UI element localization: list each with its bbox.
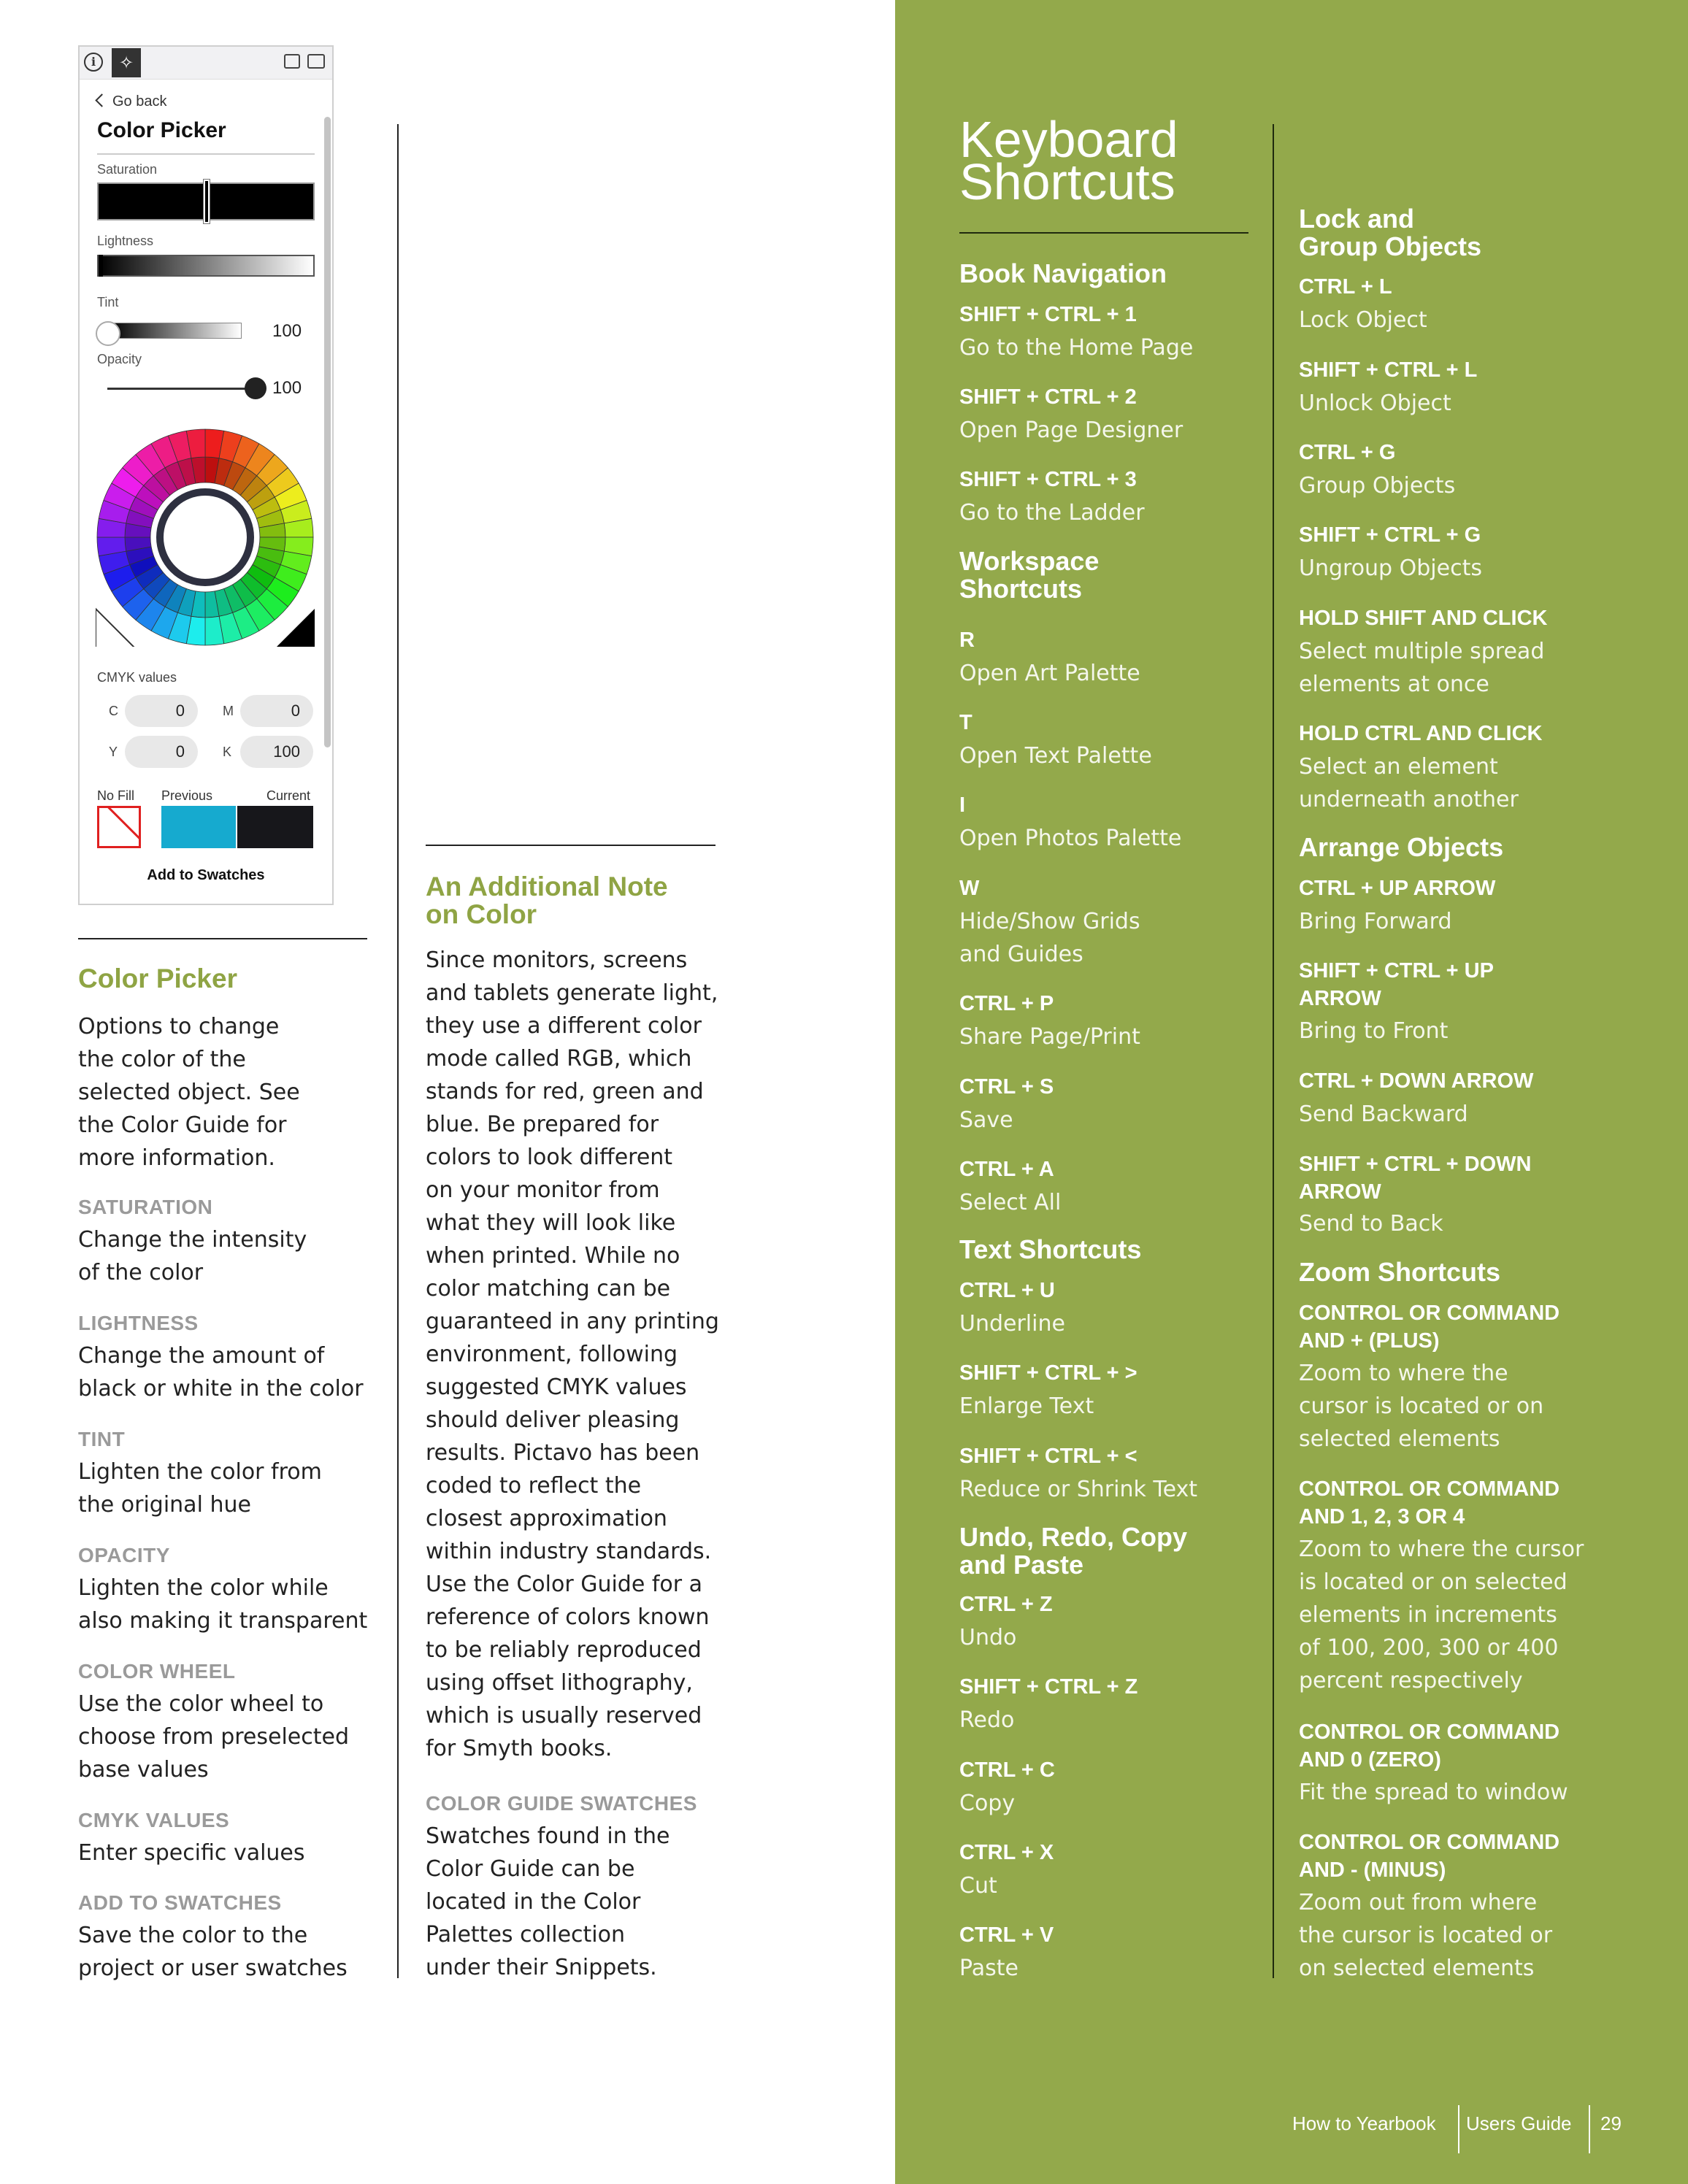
go-back-label: Go back <box>112 93 167 109</box>
body-line: Palettes collection <box>426 1922 626 1947</box>
desc-line: selected elements <box>1299 1426 1500 1452</box>
shortcut-desc: Unlock Object <box>1299 391 1451 416</box>
key-line: CONTROL OR COMMAND <box>1299 1477 1560 1501</box>
title-divider <box>97 153 315 155</box>
shortcut-key <box>1299 1718 1560 1774</box>
panel-toolbar <box>80 47 332 80</box>
desc-line: the cursor is located or <box>1299 1923 1553 1948</box>
shortcut-desc: Open Page Designer <box>959 418 1183 443</box>
shortcut-desc: Undo <box>959 1625 1017 1650</box>
key-line: ARROW <box>1299 987 1381 1010</box>
body-line: blue. Be prepared for <box>426 1112 659 1137</box>
tint-handle[interactable] <box>96 321 120 346</box>
key-line: CONTROL OR COMMAND <box>1299 1720 1560 1744</box>
shortcut-key: SHIFT + CTRL + < <box>959 1445 1138 1468</box>
shortcut-desc: Ungroup Objects <box>1299 555 1482 581</box>
shortcut-key: SHIFT + CTRL + 1 <box>959 303 1137 326</box>
key-line: CONTROL OR COMMAND <box>1299 1831 1560 1854</box>
desc-line: also making it transparent <box>78 1608 368 1634</box>
heading-line: An Additional Note <box>426 872 668 901</box>
desc-line: Zoom to where the cursor <box>1299 1537 1584 1562</box>
body-line: what they will look like <box>426 1210 676 1236</box>
panel-scrollbar[interactable] <box>324 117 331 747</box>
shortcut-key <box>1299 1829 1560 1884</box>
shortcut-key: SHIFT + CTRL + 3 <box>959 468 1137 491</box>
cmyk-values-subhead: CMYK VALUES <box>78 1809 230 1831</box>
intro-line: selected object. See <box>78 1080 300 1105</box>
desc-line: the original hue <box>78 1492 251 1518</box>
shortcut-key: SHIFT + CTRL + L <box>1299 358 1478 382</box>
shortcut-desc: Paste <box>959 1956 1018 1981</box>
desc-line: choose from preselected <box>78 1724 350 1750</box>
shortcut-key: W <box>959 877 980 900</box>
shortcut-desc <box>1299 1886 1552 1985</box>
text-shortcuts-heading: Text Shortcuts <box>959 1234 1142 1264</box>
body-line: under their Snippets. <box>426 1955 657 1980</box>
shortcut-key <box>1299 1150 1531 1206</box>
intro-line: the Color Guide for <box>78 1112 287 1138</box>
shortcut-desc: Bring Forward <box>1299 909 1452 934</box>
desc-line: Select an element <box>1299 754 1498 780</box>
shortcut-key <box>1299 957 1494 1012</box>
lightness-slider[interactable] <box>97 255 315 277</box>
heading-line: and Paste <box>959 1550 1084 1580</box>
add-to-swatches-subhead: ADD TO SWATCHES <box>78 1891 282 1914</box>
cmyk-label: CMYK values <box>97 670 177 685</box>
shortcut-desc: Save <box>959 1107 1013 1133</box>
title-line: Shortcuts <box>959 153 1175 210</box>
desc-line: underneath another <box>1299 787 1519 812</box>
shortcut-key: SHIFT + CTRL + G <box>1299 523 1481 547</box>
desc-line: Zoom out from where <box>1299 1890 1538 1915</box>
desc-line: Change the amount of <box>78 1343 325 1369</box>
title-line: Keyboard <box>959 111 1178 168</box>
lock-group-heading <box>1299 205 1481 261</box>
body-line: color matching can be <box>426 1276 671 1301</box>
shortcut-key: CTRL + U <box>959 1279 1055 1302</box>
no-fill-label: No Fill <box>97 788 135 803</box>
body-line: on your monitor from <box>426 1177 660 1203</box>
saturation-subhead: SATURATION <box>78 1196 213 1218</box>
shortcut-desc: Go to the Home Page <box>959 335 1194 361</box>
intro-line: more information. <box>78 1145 275 1171</box>
desc-line: of 100, 200, 300 or 400 <box>1299 1635 1559 1661</box>
chevron-left-icon <box>95 93 108 107</box>
tint-desc <box>78 1456 322 1521</box>
tint-value: 100 <box>272 321 302 341</box>
left-column-rule <box>78 938 367 939</box>
previous-label: Previous <box>161 788 213 803</box>
desc-line: Hide/Show Grids <box>959 909 1140 934</box>
shortcut-desc: Select All <box>959 1190 1062 1215</box>
add-to-swatches-button[interactable]: Add to Swatches <box>147 867 265 883</box>
desc-line: Lighten the color while <box>78 1575 329 1601</box>
current-color-swatch[interactable] <box>237 806 313 848</box>
opacity-desc <box>78 1572 367 1637</box>
body-line: mode called RGB, which <box>426 1046 692 1072</box>
page-number: 29 <box>1600 2112 1622 2134</box>
body-line: when printed. While no <box>426 1243 680 1269</box>
shortcuts-column-divider <box>1273 124 1274 1978</box>
body-line: results. Pictavo has been <box>426 1440 700 1466</box>
shortcut-desc <box>1299 1357 1543 1456</box>
zoom-shortcuts-heading: Zoom Shortcuts <box>1299 1257 1500 1287</box>
desc-line: cursor is located or on <box>1299 1393 1544 1419</box>
intro-line: the color of the <box>78 1047 246 1072</box>
book-navigation-heading: Book Navigation <box>959 258 1167 288</box>
add-to-swatches-desc <box>78 1919 348 1985</box>
previous-color-swatch[interactable] <box>161 806 236 848</box>
body-line: Since monitors, screens <box>426 947 688 973</box>
magic-wand-icon[interactable]: ✧ <box>112 48 141 77</box>
tint-slider[interactable] <box>109 323 242 339</box>
color-wheel-subhead: COLOR WHEEL <box>78 1660 236 1683</box>
body-line: suggested CMYK values <box>426 1374 687 1400</box>
undo-redo-heading <box>959 1523 1187 1579</box>
k-input[interactable]: 100 <box>240 736 313 768</box>
shortcut-key <box>1299 1475 1560 1531</box>
heading-line: Group Objects <box>1299 231 1482 261</box>
body-line: and tablets generate light, <box>426 980 718 1006</box>
no-fill-swatch[interactable] <box>97 806 141 848</box>
body-line: located in the Color <box>426 1889 641 1915</box>
key-line: AND - (MINUS) <box>1299 1858 1446 1882</box>
lightness-desc <box>78 1339 364 1405</box>
heading-line: Shortcuts <box>959 574 1083 604</box>
lightness-label: Lightness <box>97 234 154 248</box>
color-wheel[interactable] <box>96 428 315 647</box>
go-back-link[interactable] <box>97 93 166 110</box>
middle-column-rule <box>426 845 716 846</box>
shortcut-key: HOLD SHIFT AND CLICK <box>1299 607 1548 630</box>
workspace-shortcuts-heading <box>959 547 1099 603</box>
key-line: CONTROL OR COMMAND <box>1299 1301 1560 1325</box>
shortcut-desc: Copy <box>959 1791 1016 1816</box>
shortcut-desc <box>1299 1533 1584 1697</box>
shortcut-key: R <box>959 628 975 652</box>
additional-note-body <box>426 944 719 1765</box>
tint-subhead: TINT <box>78 1428 126 1450</box>
c-label: C <box>109 704 118 718</box>
lightness-handle[interactable] <box>99 255 103 277</box>
key-line: AND 0 (ZERO) <box>1299 1748 1441 1772</box>
shortcut-key: T <box>959 711 972 734</box>
color-picker-panel <box>78 45 334 905</box>
lightness-subhead: LIGHTNESS <box>78 1312 199 1334</box>
desc-line: Use the color wheel to <box>78 1691 324 1717</box>
shortcut-key: CTRL + X <box>959 1841 1054 1864</box>
body-line: Color Guide can be <box>426 1856 635 1882</box>
m-input[interactable]: 0 <box>240 695 313 727</box>
column-divider <box>397 124 399 1978</box>
footer-book-title: How to Yearbook <box>1292 2112 1436 2134</box>
opacity-subhead: OPACITY <box>78 1544 170 1566</box>
desc-line: Select multiple spread <box>1299 639 1545 664</box>
shortcut-desc: Send Backward <box>1299 1101 1468 1127</box>
additional-note-heading <box>426 873 668 928</box>
k-label: K <box>223 745 232 759</box>
color-guide-swatches-desc <box>426 1820 670 1984</box>
color-guide-swatches-subhead: COLOR GUIDE SWATCHES <box>426 1792 697 1815</box>
y-input[interactable]: 0 <box>125 736 198 768</box>
body-line: for Smyth books. <box>426 1736 613 1761</box>
shortcut-key: SHIFT + CTRL + 2 <box>959 385 1137 409</box>
opacity-slider[interactable] <box>107 388 253 390</box>
body-line: using offset lithography, <box>426 1670 693 1696</box>
shortcut-desc: Bring to Front <box>1299 1018 1449 1044</box>
desc-line: and Guides <box>959 942 1083 967</box>
current-label: Current <box>266 788 311 803</box>
body-line: stands for red, green and <box>426 1079 704 1104</box>
opacity-value: 100 <box>272 378 302 398</box>
shortcut-key: CTRL + C <box>959 1758 1055 1782</box>
shortcut-desc: Open Text Palette <box>959 743 1152 769</box>
body-line: should deliver pleasing <box>426 1407 680 1433</box>
desc-line: on selected elements <box>1299 1956 1535 1981</box>
shortcut-desc: Underline <box>959 1311 1065 1337</box>
shortcut-desc: Reduce or Shrink Text <box>959 1477 1198 1502</box>
shortcut-desc: Cut <box>959 1873 997 1899</box>
key-line: AND 1, 2, 3 OR 4 <box>1299 1505 1465 1529</box>
color-picker-intro <box>78 1010 300 1174</box>
panel-title: Color Picker <box>97 118 226 142</box>
shortcut-desc: Share Page/Print <box>959 1024 1140 1050</box>
shortcut-key: I <box>959 793 966 817</box>
color-wheel-desc <box>78 1688 349 1786</box>
shortcut-desc: Redo <box>959 1707 1015 1733</box>
body-line: which is usually reserved <box>426 1703 702 1729</box>
shortcuts-title-rule <box>959 232 1248 234</box>
key-line: AND + (PLUS) <box>1299 1329 1440 1353</box>
shortcut-key: SHIFT + CTRL + > <box>959 1361 1138 1385</box>
shortcut-desc <box>1299 635 1544 701</box>
saturation-desc <box>78 1223 307 1289</box>
desc-line: percent respectively <box>1299 1668 1523 1693</box>
body-line: within industry standards. <box>426 1539 712 1564</box>
desc-line: is located or on selected <box>1299 1569 1568 1595</box>
body-line: Swatches found in the <box>426 1823 670 1849</box>
shortcut-key: SHIFT + CTRL + Z <box>959 1675 1138 1699</box>
shortcut-desc <box>1299 750 1519 816</box>
saturation-handle[interactable] <box>204 180 210 223</box>
shortcut-desc: Enlarge Text <box>959 1393 1094 1419</box>
desc-line: of the color <box>78 1260 204 1285</box>
m-label: M <box>223 704 234 718</box>
key-line: ARROW <box>1299 1180 1381 1204</box>
saturation-slider[interactable] <box>97 182 315 220</box>
desc-line: Change the intensity <box>78 1227 307 1253</box>
body-line: to be reliably reproduced <box>426 1637 702 1663</box>
body-line: Use the Color Guide for a <box>426 1572 703 1597</box>
shortcut-key: CTRL + UP ARROW <box>1299 877 1496 900</box>
shortcut-key: CTRL + G <box>1299 441 1396 464</box>
body-line: reference of colors known <box>426 1604 710 1630</box>
shortcut-key: CTRL + DOWN ARROW <box>1299 1069 1534 1093</box>
desc-line: black or white in the color <box>78 1376 364 1401</box>
y-label: Y <box>109 745 118 759</box>
body-line: guaranteed in any printing <box>426 1309 719 1334</box>
shortcut-key: CTRL + V <box>959 1923 1054 1947</box>
shortcut-key <box>1299 1299 1560 1355</box>
cmyk-values-desc <box>78 1837 305 1869</box>
shortcut-desc: Lock Object <box>1299 307 1427 333</box>
shortcut-desc: Fit the spread to window <box>1299 1780 1568 1805</box>
shortcut-key: CTRL + P <box>959 992 1054 1015</box>
color-picker-heading: Color Picker <box>78 964 237 993</box>
body-line: closest approximation <box>426 1506 667 1531</box>
shortcut-desc <box>959 905 1140 971</box>
desc-line: base values <box>78 1757 209 1783</box>
saturation-label: Saturation <box>97 162 158 177</box>
key-line: SHIFT + CTRL + UP <box>1299 959 1494 983</box>
heading-line: Undo, Redo, Copy <box>959 1522 1187 1552</box>
body-line: colors to look different <box>426 1145 673 1170</box>
arrange-objects-heading: Arrange Objects <box>1299 832 1504 862</box>
body-line: they use a different color <box>426 1013 702 1039</box>
shortcut-desc: Send to Back <box>1299 1211 1443 1237</box>
key-line: SHIFT + CTRL + DOWN <box>1299 1153 1532 1176</box>
shortcut-key: CTRL + A <box>959 1158 1054 1181</box>
desc-line: Save the color to the <box>78 1923 308 1948</box>
shortcut-desc: Go to the Ladder <box>959 500 1145 526</box>
opacity-handle[interactable] <box>245 377 266 399</box>
shortcut-key: CTRL + Z <box>959 1593 1053 1616</box>
heading-line: Lock and <box>1299 204 1415 234</box>
footer-separator <box>1589 2105 1590 2153</box>
expand-icon[interactable] <box>307 54 325 69</box>
shortcut-desc: Open Art Palette <box>959 661 1140 686</box>
body-line: coded to reflect the <box>426 1473 642 1499</box>
c-input[interactable]: 0 <box>125 695 198 727</box>
keyboard-shortcuts-title <box>959 111 1178 210</box>
heading-line: on Color <box>426 899 537 929</box>
desc-line: elements in increments <box>1299 1602 1557 1628</box>
shortcut-desc: Group Objects <box>1299 473 1456 499</box>
intro-line: Options to change <box>78 1014 280 1039</box>
shortcut-key: CTRL + L <box>1299 275 1392 299</box>
tint-label: Tint <box>97 295 119 309</box>
desc-line: Zoom to where the <box>1299 1361 1508 1386</box>
footer-separator <box>1458 2105 1459 2153</box>
body-line: environment, following <box>426 1342 678 1367</box>
desc-line: project or user swatches <box>78 1956 348 1981</box>
footer-guide-title: Users Guide <box>1466 2112 1572 2134</box>
heading-line: Workspace <box>959 546 1100 576</box>
shortcut-key: HOLD CTRL AND CLICK <box>1299 722 1543 745</box>
collapse-panel-icon[interactable] <box>284 54 300 69</box>
opacity-label: Opacity <box>97 352 142 366</box>
desc-line: elements at once <box>1299 672 1489 697</box>
info-icon[interactable]: i <box>84 53 103 72</box>
desc-line: Enter specific values <box>78 1840 305 1866</box>
shortcut-desc: Open Photos Palette <box>959 826 1182 851</box>
shortcut-key: CTRL + S <box>959 1075 1054 1099</box>
desc-line: Lighten the color from <box>78 1459 322 1485</box>
